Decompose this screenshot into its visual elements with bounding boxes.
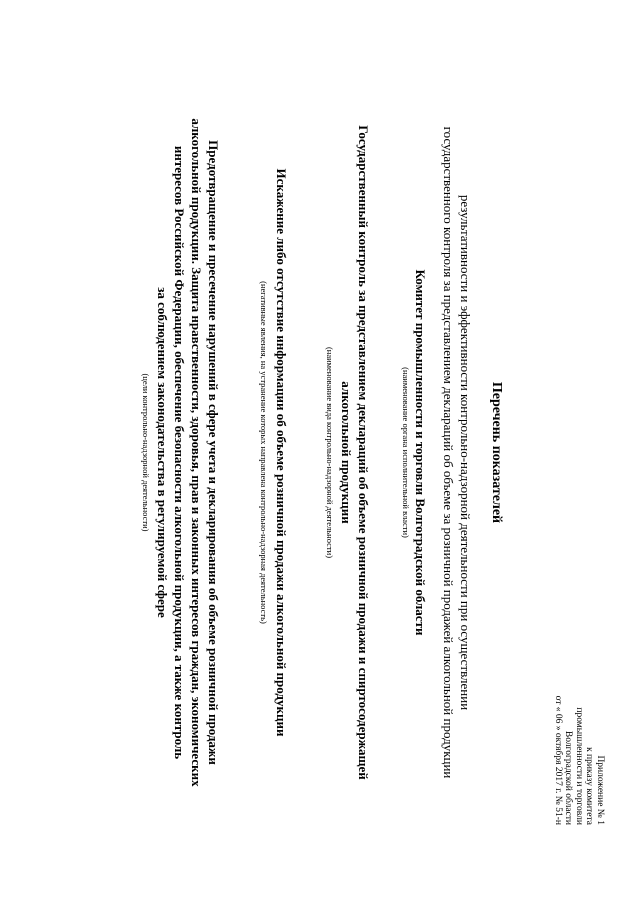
appendix-line: промышленности и торговли	[574, 707, 584, 825]
goals-line: алкогольной продукции. Защита нравственности, здоровья, прав и законных интересов граждан, экономических	[189, 118, 204, 787]
control-type-line: алкогольной продукции	[339, 381, 354, 524]
goals-caption: (цели контрольно-надзорной деятельности)	[141, 373, 151, 532]
organ-caption: (наименование органа исполнительной власти)	[401, 367, 411, 538]
goals-line: за соблюдением законодательства в регулируемой сфере	[155, 287, 170, 618]
appendix-line: от « 06 » октября 2017 г. № 51-н	[553, 695, 563, 825]
negative-caption: (негативные явления, на устранение которых направлена контрольно-надзорная деятельность)	[259, 281, 269, 624]
document-title: Перечень показателей	[489, 381, 504, 524]
goals-line: Предотвращение и пресечение нарушений в сфере учета и декларирования об объеме розничной продажи	[206, 140, 221, 765]
appendix-note	[553, 680, 606, 825]
subtitle-line: государственного контроля за представлением деклараций об объеме за розничной продажей алкогольной продукции	[441, 126, 456, 779]
subtitle-line: результативности и эффективности контрольно-надзорной деятельности при осуществлении	[458, 194, 473, 711]
appendix-line: Приложение № 1	[595, 755, 605, 825]
control-type-line: Государственный контроль за представлением деклараций об объеме розничной продажи и спиртосодержащей	[356, 125, 371, 780]
negative-phenomena: Искажение либо отсутствие информации об объеме розничной продажи алкогольной продукции	[274, 168, 289, 737]
organ-name: Комитет промышленности и торговли Волгоградской области	[413, 269, 428, 636]
goals-line: интересов Российской Федерации, обеспечение безопасности алкогольной продукции, а также контроль	[172, 145, 187, 760]
appendix-line: Волгоградской области	[563, 730, 574, 825]
control-type-caption: (наименование вида контрольно-надзорной деятельности)	[325, 346, 335, 559]
appendix-line: к приказу комитета	[584, 747, 595, 825]
